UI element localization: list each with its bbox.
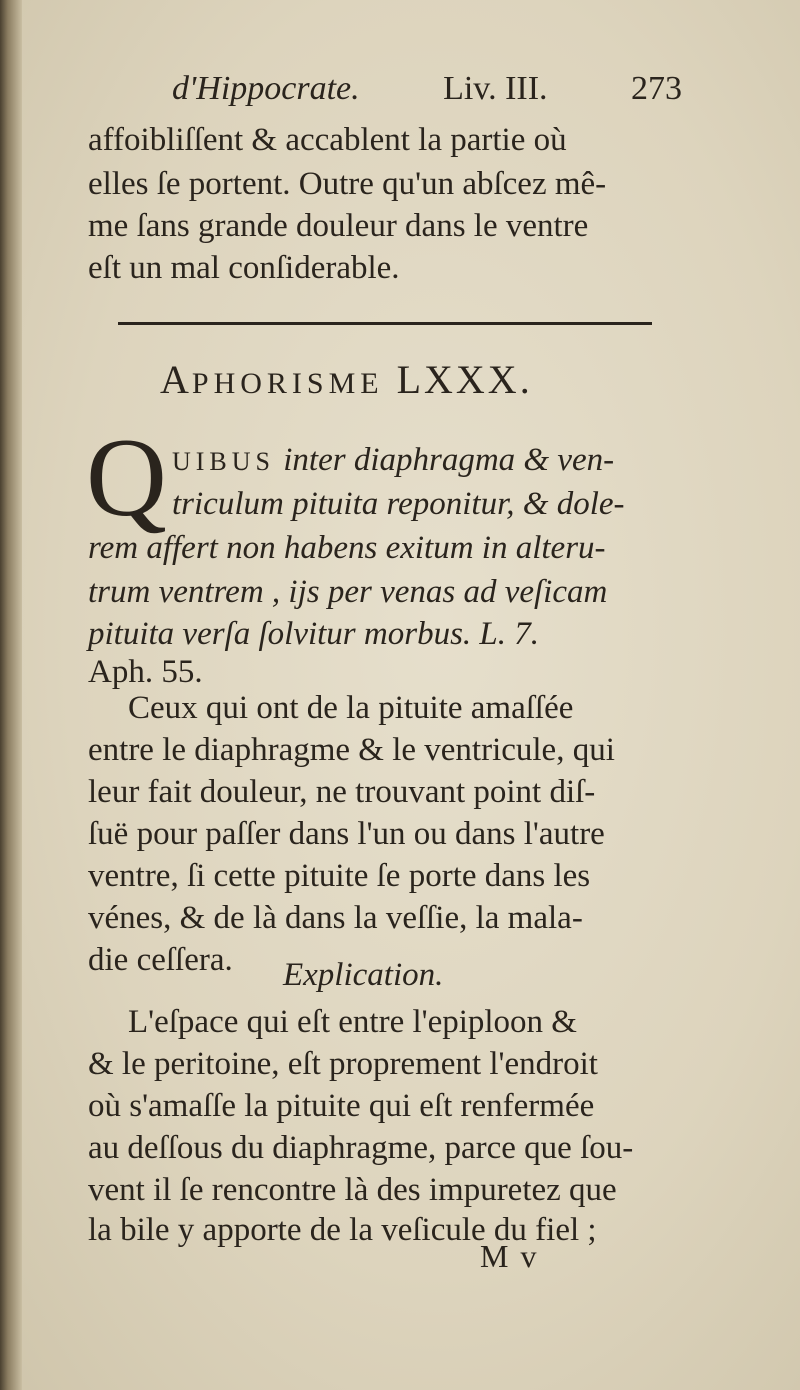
french-line: Ceux qui ont de la pituite amaſſée xyxy=(128,690,574,726)
running-head xyxy=(172,70,682,108)
latin-line: triculum pituita reponitur, & dole- xyxy=(172,486,625,522)
heading-word: PHORISME xyxy=(191,367,384,400)
explication-line: au deſſous du diaphragme, parce que ſou- xyxy=(88,1130,634,1166)
explication-title: Explication. xyxy=(283,957,444,993)
running-head-book: Liv. III. xyxy=(443,70,548,107)
latin-line xyxy=(172,440,692,482)
first-word-smallcaps: UIBUS xyxy=(172,447,276,476)
heading-numeral: LXXX. xyxy=(396,357,533,402)
explication-line: où s'amaſſe la pituite qui eſt renfermée xyxy=(88,1088,595,1124)
section-rule xyxy=(118,322,652,325)
text-line: eſt un mal conſiderable. xyxy=(88,250,400,286)
explication-line: la bile y apporte de la veſicule du fiel ; xyxy=(88,1212,597,1248)
french-line: vénes, & de là dans la veſſie, la mala- xyxy=(88,900,583,936)
aphorism-heading xyxy=(160,356,533,403)
latin-line: pituita verſa ſolvitur morbus. L. 7. xyxy=(88,616,540,652)
page-gutter xyxy=(0,0,22,1390)
french-line: leur fait douleur, ne trouvant point diſ- xyxy=(88,774,596,810)
signature-mark: M v xyxy=(480,1238,539,1274)
heading-first-letter: A xyxy=(160,357,192,402)
explication-line: vent il ſe rencontre là des impuretez que xyxy=(88,1172,617,1208)
latin-reference: Aph. 55. xyxy=(88,654,203,690)
french-line: entre le diaphragme & le ventricule, qui xyxy=(88,732,615,768)
running-head-title: d'Hippocrate. xyxy=(172,70,360,107)
explication-line: L'eſpace qui eſt entre l'epiploon & xyxy=(128,1004,577,1040)
french-line: ſuë pour paſſer dans l'un ou dans l'autre xyxy=(88,816,605,852)
drop-cap: Q xyxy=(86,416,167,540)
text-line: elles ſe portent. Outre qu'un abſcez mê- xyxy=(88,166,607,202)
page-number: 273 xyxy=(631,70,682,107)
latin-line: rem affert non habens exitum in alteru- xyxy=(88,530,606,566)
french-line: die ceſſera. xyxy=(88,942,233,978)
explication-line: & le peritoine, eſt proprement l'endroit xyxy=(88,1046,598,1082)
latin-text: inter diaphragma & ven- xyxy=(283,442,615,478)
text-line: affoibliſſent & accablent la partie où xyxy=(88,122,567,158)
text-line: me ſans grande douleur dans le ventre xyxy=(88,208,589,244)
latin-line: trum ventrem , ijs per venas ad veſicam xyxy=(88,574,608,610)
french-line: ventre, ſi cette pituite ſe porte dans les xyxy=(88,858,591,894)
